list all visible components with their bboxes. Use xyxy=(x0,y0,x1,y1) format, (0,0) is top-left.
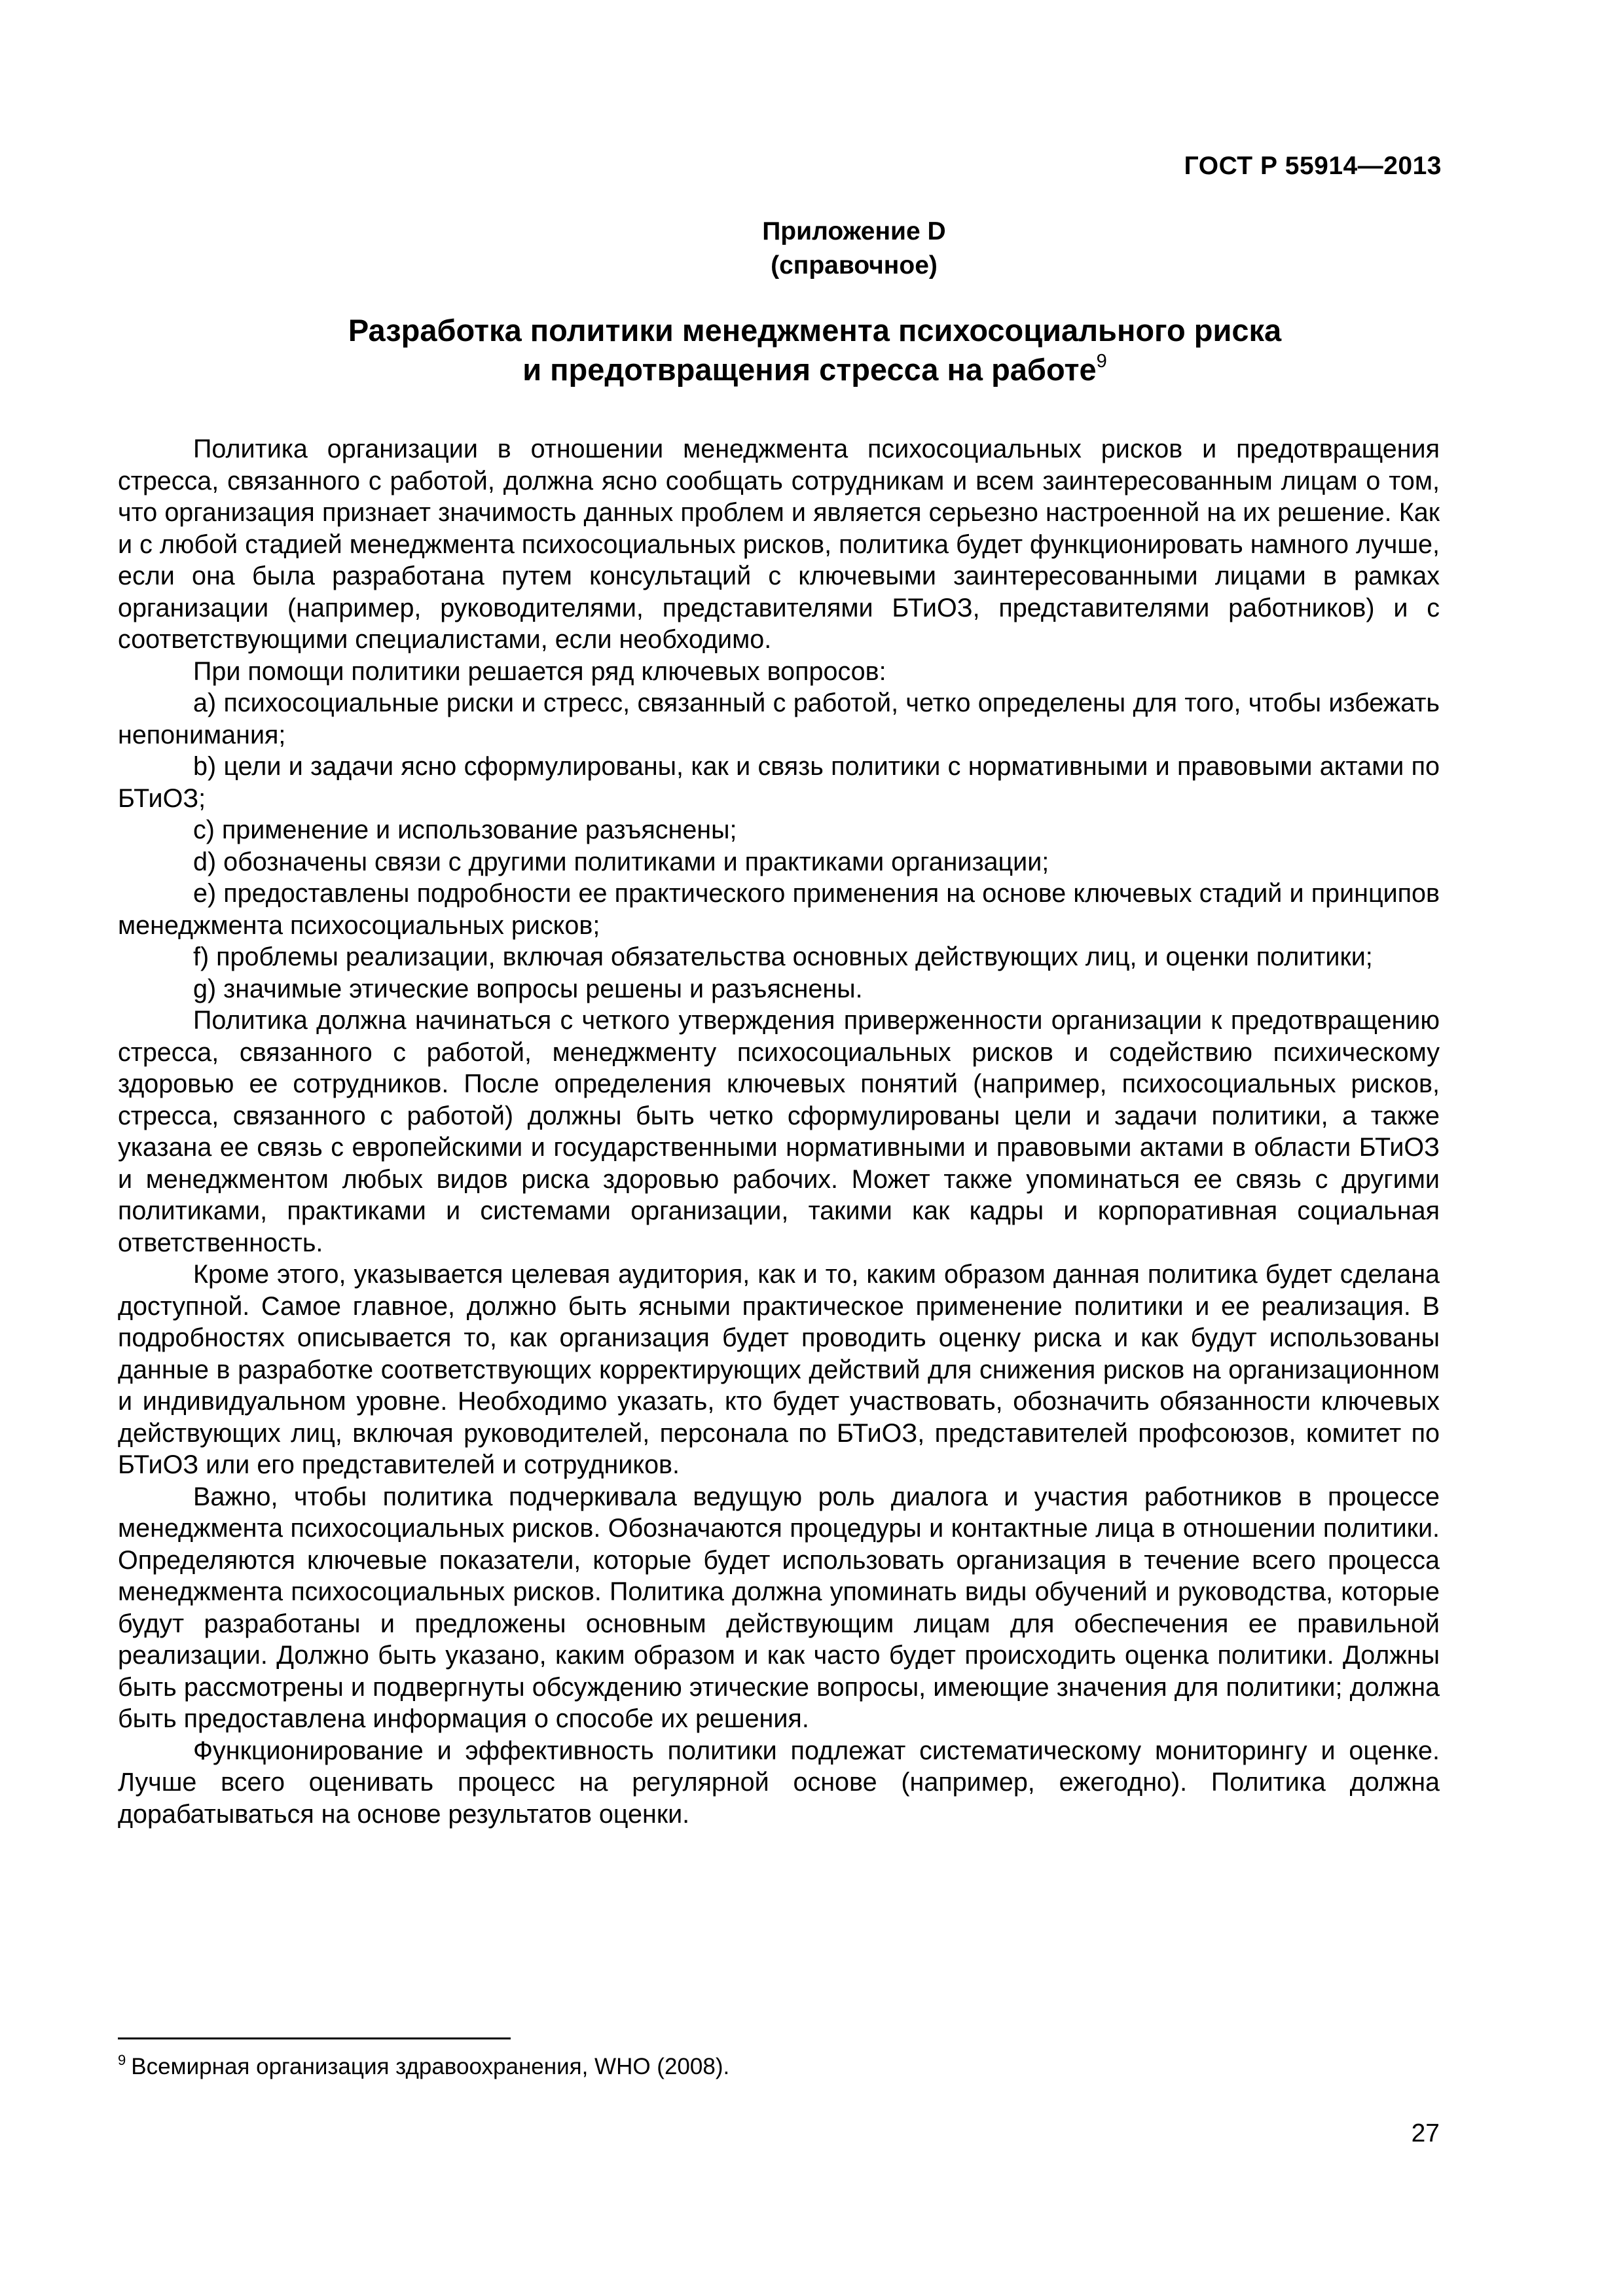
page-number: 27 xyxy=(1411,2119,1440,2147)
paragraph-dialogue: Важно, чтобы политика подчеркивала ведущую роль диалога и участия работников в процессе менеджмента психосоциальных рисков. Обозначаются процедуры и контактные лица в отношении политики. Определяются ключевые показатели, которые будет использовать организация в течение всего процесса менеджмента психосоциальных рисков. Политика должна упоминать виды обучений и руководства, которые будут разработаны и предложены основным действующим лицам для обеспечения ее правильной реализации. Должно быть указано, каким образом и как часто будет происходить оценка политики. Должны быть рассмотрены и подвергнуты обсуждению этические вопросы, имеющие значения для политики; должна быть предоставлена информация о способе их решения. xyxy=(118,1482,1440,1733)
page-title xyxy=(0,311,1623,389)
footnote-marker: 9 xyxy=(118,2052,126,2068)
title-line-2-text: и предотвращения стресса на работе xyxy=(522,352,1097,387)
list-item-c: c) применение и использование разъяснены; xyxy=(193,816,737,844)
footnote-divider xyxy=(118,2037,511,2039)
list-item-e: e) предоставлены подробности ее практического применения на основе ключевых стадий и принципов менеджмента психосоциальных рисков; xyxy=(118,879,1440,940)
title-line-2 xyxy=(0,350,1623,389)
list-item-f: f) проблемы реализации, включая обязательства основных действующих лиц, и оценки политики; xyxy=(193,942,1373,971)
footnote-text: Всемирная организация здравоохранения, WHO (2008). xyxy=(131,2054,730,2079)
footnote xyxy=(118,2053,729,2081)
body-text xyxy=(118,433,1440,1830)
list-item-b: b) цели и задачи ясно сформулированы, как и связь политики с нормативными и правовыми актами по БТиОЗ; xyxy=(118,752,1440,813)
standard-number: ГОСТ Р 55914—2013 xyxy=(1184,152,1442,180)
title-footnote-ref[interactable]: 9 xyxy=(1096,351,1107,372)
paragraph-key-questions: При помощи политики решается ряд ключевых вопросов: xyxy=(193,656,886,686)
list-item-g: g) значимые этические вопросы решены и разъяснены. xyxy=(193,974,863,1003)
list-item-a: a) психосоциальные риски и стресс, связанный с работой, четко определены для того, чтобы избежать непонимания; xyxy=(118,689,1440,749)
annex-heading xyxy=(0,215,1623,283)
paragraph-monitoring: Функционирование и эффективность политики подлежат систематическому мониторингу и оценке. Лучше всего оценивать процесс на регулярной основе (например, ежегодно). Политика должна дорабатываться на основе результатов оценки. xyxy=(118,1736,1440,1829)
annex-status: (справочное) xyxy=(771,251,938,279)
paragraph-commitment: Политика должна начинаться с четкого утверждения приверженности организации к предотвращению стресса, связанного с работой, менеджменту психосоциальных рисков и содействию психическому здоровью ее сотрудников. После определения ключевых понятий (например, психосоциальных рисков, стресса, связанного с работой) должны быть четко сформулированы цели и задачи политики, а также указана ее связь с европейскими и государственными нормативными и правовыми актами в области БТиОЗ и менеджментом любых видов риска здоровью рабочих. Может также упоминаться ее связь с другими политиками, практиками и системами организации, такими как кадры и корпоративная социальная ответственность. xyxy=(118,1006,1440,1257)
paragraph-audience: Кроме этого, указывается целевая аудитория, как и то, каким образом данная политика будет сделана доступной. Самое главное, должно быть ясными практическое применение политики и ее реализация. В подробностях описывается то, как организация будет проводить оценку риска и как будут использованы данные в разработке соответствующих корректирующих действий для снижения рисков на организационном и индивидуальном уровне. Необходимо указать, кто будет участвовать, обозначить обязанности ключевых действующих лиц, включая руководителей, персонала по БТиОЗ, представителей профсоюзов, комитет по БТиОЗ или его представителей и сотрудников. xyxy=(118,1260,1440,1479)
paragraph-intro: Политика организации в отношении менеджмента психосоциальных рисков и предотвращения стресса, связанного с работой, должна ясно сообщать сотрудникам и всем заинтересованным лицам о том, что организация признает значимость данных проблем и является серьезно настроенной на их решение. Как и с любой стадией менеджмента психосоциальных рисков, политика будет функционировать намного лучше, если она была разработана путем консультаций с ключевыми заинтересованными лицами в рамках организации (например, руководителями, представителями БТиОЗ, представителями работников) и с соответствующими специалистами, если необходимо. xyxy=(118,435,1440,654)
annex-label: Приложение D xyxy=(762,217,946,245)
list-item-d: d) обозначены связи с другими политиками и практиками организации; xyxy=(193,847,1049,876)
title-line-1: Разработка политики менеджмента психосоциального риска xyxy=(348,313,1282,348)
